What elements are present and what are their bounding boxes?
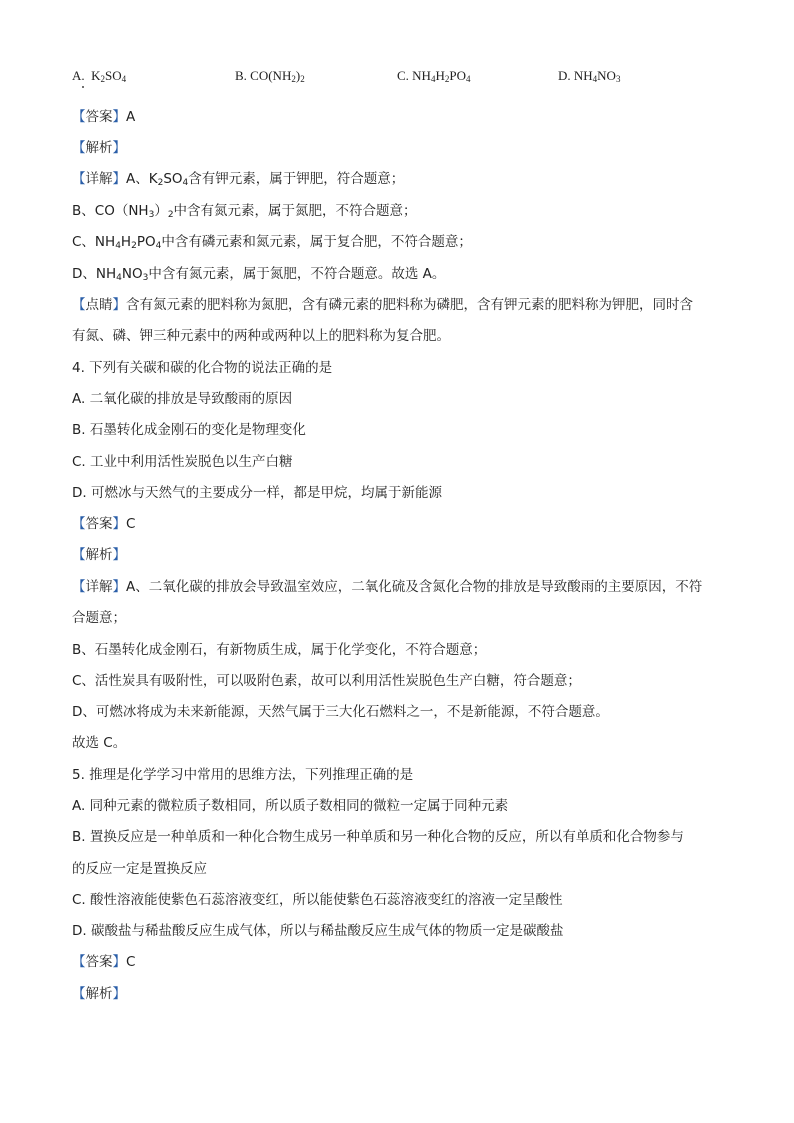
option-a-label: A. (72, 68, 85, 83)
q4-stem: 4. 下列有关碳和碳的化合物的说法正确的是 (72, 360, 333, 376)
sub: 3 (142, 273, 149, 283)
text: 有氮、磷、钾三种元素中的两种或两种以上的肥料称为复合肥。 (72, 328, 450, 344)
sub: 4 (155, 241, 162, 251)
q3-comment-line2 (72, 326, 450, 346)
q4-detail-d: D、可燃冰将成为未来新能源，天然气属于三大化石燃料之一，不是新能源，不符合题意。 (72, 704, 609, 720)
q5-stem: 5. 推理是化学学习中常用的思维方法，下列推理正确的是 (72, 767, 414, 783)
formula-part: NO (597, 68, 616, 83)
sub: 3 (615, 74, 621, 84)
sub: 2 (444, 74, 450, 84)
q4-option-b: B. 石墨转化成金刚石的变化是物理变化 (72, 422, 306, 438)
text: C、NH (72, 234, 116, 250)
q3-comment-line1: 【点睛】含有氮元素的肥料称为氮肥，含有磷元素的肥料称为磷肥，含有钾元素的肥料称为钾肥，同时含 (72, 297, 693, 313)
sub: 4 (115, 241, 121, 251)
sub: 2 (167, 210, 174, 220)
text: 中含有磷元素和氮元素，属于复合肥，不符合题意； (161, 234, 472, 250)
answer-tag: 答案 (85, 954, 113, 970)
sub: 2 (131, 241, 137, 251)
dot-mark (82, 86, 84, 88)
q5-analysis: 【解析】 (72, 986, 126, 1002)
sub: 2 (291, 74, 296, 84)
text: SO (163, 171, 183, 187)
sub: 4 (116, 273, 122, 283)
analysis-tag: 解析 (85, 986, 113, 1002)
sub: 4 (592, 74, 598, 84)
option-d-formula: NH (573, 68, 593, 83)
q4-option-a: A. 二氧化碳的排放是导致酸雨的原因 (72, 391, 293, 407)
q4-analysis: 【解析】 (72, 547, 126, 563)
text: PO (136, 234, 156, 250)
q4-detail-a2: 合题意； (72, 610, 126, 626)
option-c-label: C. (397, 68, 409, 83)
q4-detail-a1: 【详解】A、二氧化碳的排放会导致温室效应，二氧化硫及含氮化合物的排放是导致酸雨的主要原因，不符 (72, 579, 703, 595)
q4-option-d: D. 可燃冰与天然气的主要成分一样，都是甲烷，均属于新能源 (72, 485, 442, 501)
answer-value: A (126, 109, 136, 125)
q3-answer: 【答案】A (72, 109, 136, 125)
sub: 3 (148, 210, 155, 220)
option-b-label: B. (235, 68, 247, 83)
text: ） (154, 203, 168, 219)
text: A、二氧化碳的排放会导致温室效应，二氧化硫及含氮化合物的排放是导致酸雨的主要原因，不符 (126, 579, 703, 595)
answer-value: C (126, 516, 136, 532)
option-a-formula: K (91, 68, 101, 83)
sub: 4 (121, 74, 127, 84)
answer-value: C (126, 954, 136, 970)
option-c (397, 66, 470, 86)
q4-option-c: C. 工业中利用活性炭脱色以生产白糖 (72, 454, 293, 470)
text: 中含有氮元素，属于氮肥，不符合题意。故选 A。 (148, 266, 446, 282)
formula-part: PO (449, 68, 466, 83)
analysis-tag: 解析 (85, 140, 113, 156)
formula-part: ) (295, 68, 301, 83)
analysis-tag: 解析 (85, 547, 113, 563)
q4-conclusion: 故选 C。 (72, 735, 127, 751)
sub: 2 (300, 74, 305, 84)
q5-option-b-line1: B. 置换反应是一种单质和一种化合物生成另一种单质和另一种化合物的反应，所以有单质和化合物参与 (72, 829, 684, 845)
option-d (558, 66, 620, 86)
text: 含有氮元素的肥料称为氮肥，含有磷元素的肥料称为磷肥，含有钾元素的肥料称为钾肥，同时含 (126, 297, 693, 313)
formula-part: H (435, 68, 445, 83)
option-d-label: D. (558, 68, 571, 83)
text: 中含有氮元素，属于氮肥，不符合题意； (173, 203, 417, 219)
formula-part: SO (105, 68, 122, 83)
q5-option-b-line2: 的反应一定是置换反应 (72, 861, 207, 877)
comment-tag: 点睛 (85, 297, 113, 313)
q5-option-c: C. 酸性溶液能使紫色石蕊溶液变红，所以能使紫色石蕊溶液变红的溶液一定呈酸性 (72, 892, 563, 908)
answer-tag: 答案 (85, 516, 113, 532)
q4-answer: 【答案】C (72, 516, 136, 532)
sub: 4 (465, 74, 471, 84)
sub: 4 (182, 178, 189, 188)
option-b-formula: CO(NH (250, 68, 292, 83)
q3-detail-b (72, 201, 417, 221)
q3-detail-c (72, 232, 472, 252)
q3-analysis: 【解析】 (72, 140, 126, 156)
text: D、NH (72, 266, 117, 282)
option-b (235, 66, 305, 86)
option-c-formula: NH (412, 68, 431, 83)
q3-detail-d (72, 264, 445, 284)
q5-answer: 【答案】C (72, 954, 136, 970)
q5-option-a: A. 同种元素的微粒质子数相同，所以质子数相同的微粒一定属于同种元素 (72, 798, 509, 814)
option-a (72, 66, 126, 86)
sub: 2 (100, 74, 106, 84)
q4-detail-b: B、石墨转化成金刚石，有新物质生成，属于化学变化，不符合题意； (72, 642, 487, 658)
detail-tag: 详解 (85, 579, 113, 595)
answer-tag: 答案 (85, 109, 113, 125)
text: B、CO（NH (72, 203, 149, 219)
q3-detail-a: 【详解】A、$K_2SO_4$含有钾元素，属于钾肥，符合题意； (72, 171, 405, 188)
text: H (120, 234, 132, 250)
sub: 4 (430, 74, 436, 84)
sub: 2 (157, 178, 164, 188)
text: NO (121, 266, 143, 282)
text: 含有钾元素，属于钾肥，符合题意； (188, 171, 405, 187)
q4-detail-c: C、活性炭具有吸附性，可以吸附色素，故可以利用活性炭脱色生产白糖，符合题意； (72, 673, 581, 689)
detail-tag: 详解 (85, 171, 113, 187)
q5-option-d: D. 碳酸盐与稀盐酸反应生成气体，所以与稀盐酸反应生成气体的物质一定是碳酸盐 (72, 923, 564, 939)
text: A、K (126, 171, 158, 187)
